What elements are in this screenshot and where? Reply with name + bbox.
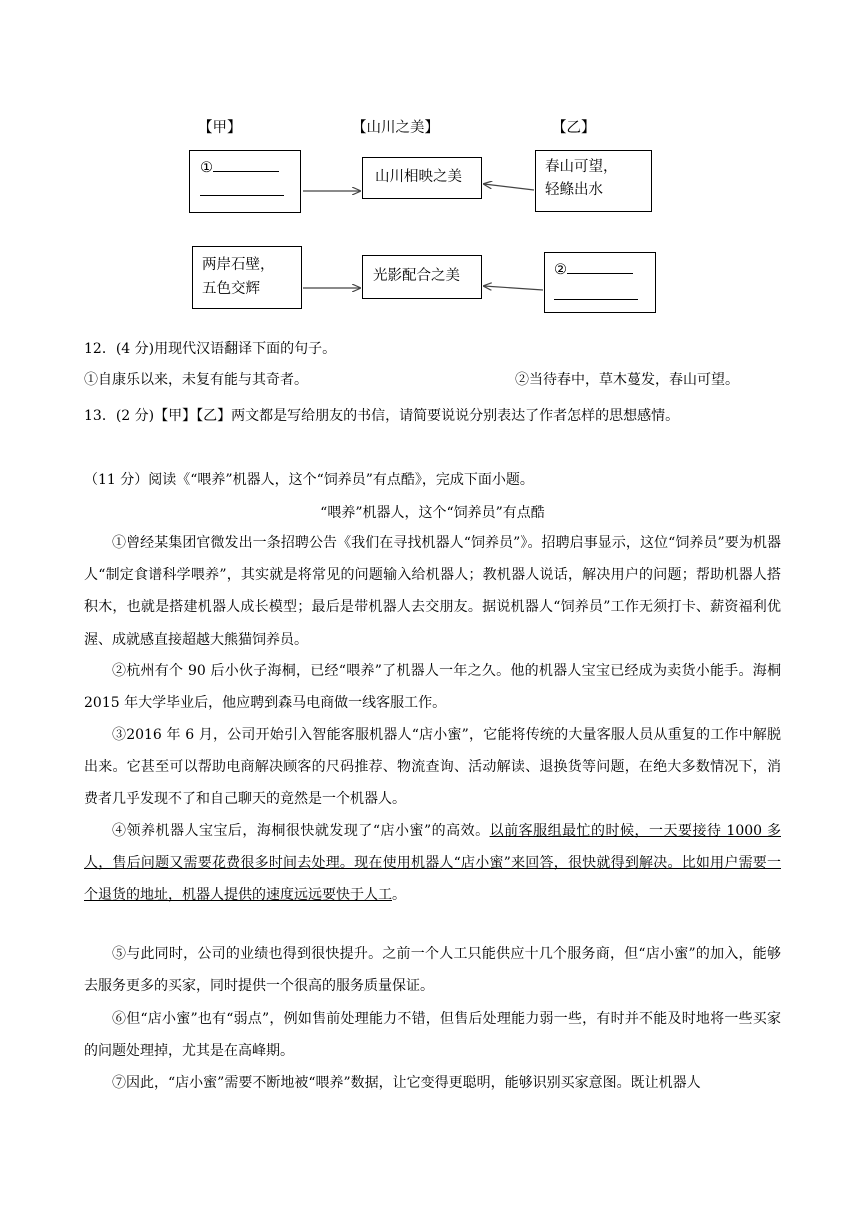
box-spring-line-1: 春山可望， [545, 159, 618, 175]
label-yi: 【乙】 [552, 120, 596, 136]
question-12-sentence-1: ①自康乐以来，未复有能与其奇者。 [84, 372, 308, 388]
box-cliffs-line-2: 五色交辉 [202, 281, 260, 297]
paragraph-4 [84, 815, 781, 912]
question-12: 12．(4 分)用现代汉语翻译下面的句子。 [84, 341, 337, 357]
reading-intro: （11 分）阅读《“喂养”机器人，这个“饲养员”有点酷》，完成下面小题。 [84, 472, 534, 488]
paragraph-6: ⑥但“店小蜜”也有“弱点”，例如售前处理能力不错，但售后处理能力弱一些，有时并不能及时地将一些买家的问题处理掉，尤其是在高峰期。 [84, 1011, 781, 1060]
question-13: 13．(2 分)【甲】【乙】两文都是写给朋友的书信，请简要说说分别表达了作者怎样的思想感情。 [84, 408, 680, 424]
label-shanchuan: 【山川之美】 [352, 120, 439, 136]
box-spring-line-2: 轻鲦出水 [545, 182, 603, 198]
paragraph-1: ①曾经某集团官微发出一条招聘公告《我们在寻找机器人“饲养员”》。招聘启事显示，这位“饲养员”要为机器人“制定食谱科学喂养”，其实就是将常见的问题输入给机器人；教机器人说话，解决用户的问题；帮助机器人搭积木，也就是搭建机器人成长模型；最后是带机器人去交朋友。据说机器人“饲养员”工作无须打卡、薪资福利优渥、成就感直接超越大熊猫饲养员。 [84, 535, 781, 648]
paragraph-3: ③2016 年 6 月，公司开始引入智能客服机器人“店小蜜”，它能将传统的大量客服人员从重复的工作中解脱出来。它甚至可以帮助电商解决顾客的尺码推荐、物流查询、活动解读、退换货等问题，在绝大多数情况下，消费者几乎发现不了和自己聊天的竟然是一个机器人。 [84, 727, 781, 808]
paragraph-5: ⑤与此同时，公司的业绩也得到很快提升。之前一个人工只能供应十几个服务商，但“店小蜜”的加入，能够去服务更多的买家，同时提供一个很高的服务质量保证。 [84, 946, 781, 995]
paragraph-7: ⑦因此，“店小蜜”需要不断地被“喂养”数据，让它变得更聪明，能够识别买家意图。既让机器人 [112, 1075, 701, 1091]
label-jia: 【甲】 [198, 120, 242, 136]
paragraph-2: ②杭州有个 90 后小伙子海桐，已经“喂养”了机器人一年之久。他的机器人宝宝已经成为卖货小能手。海桐 2015 年大学毕业后，他应聘到森马电商做一线客服工作。 [84, 663, 781, 712]
paragraph-4-end: 。 [392, 887, 406, 904]
paragraph-4-plain: ④领养机器人宝宝后，海桐很快就发现了“店小蜜”的高效。 [112, 823, 490, 839]
box-cliffs-line-1: 两岸石壁， [202, 257, 275, 273]
question-12-sentence-2: ②当待春中，草木蔓发，春山可望。 [515, 372, 739, 388]
blank-2-marker: ② [554, 262, 567, 278]
diagram-arrows [0, 0, 860, 340]
article-title: “喂养”机器人，这个“饲养员”有点酷 [320, 505, 545, 521]
box-light-text: 光影配合之美 [373, 268, 460, 284]
blank-1-marker: ① [200, 160, 213, 176]
arrow-blank2-to-light [484, 286, 543, 290]
box-shanchuan-text: 山川相映之美 [375, 169, 462, 185]
paragraph-4-underlined: 以前客服组最忙的时候，一天要接待 1000 多人，售后问题又需要花费很多时间去处理。现在使用机器人“店小蜜”来回答，很快就得到解决。比如用户需要一个退货的地址，机器人提供的速度远远要快于人工 [84, 823, 781, 904]
arrow-yi-to-shanchuan [484, 184, 534, 190]
